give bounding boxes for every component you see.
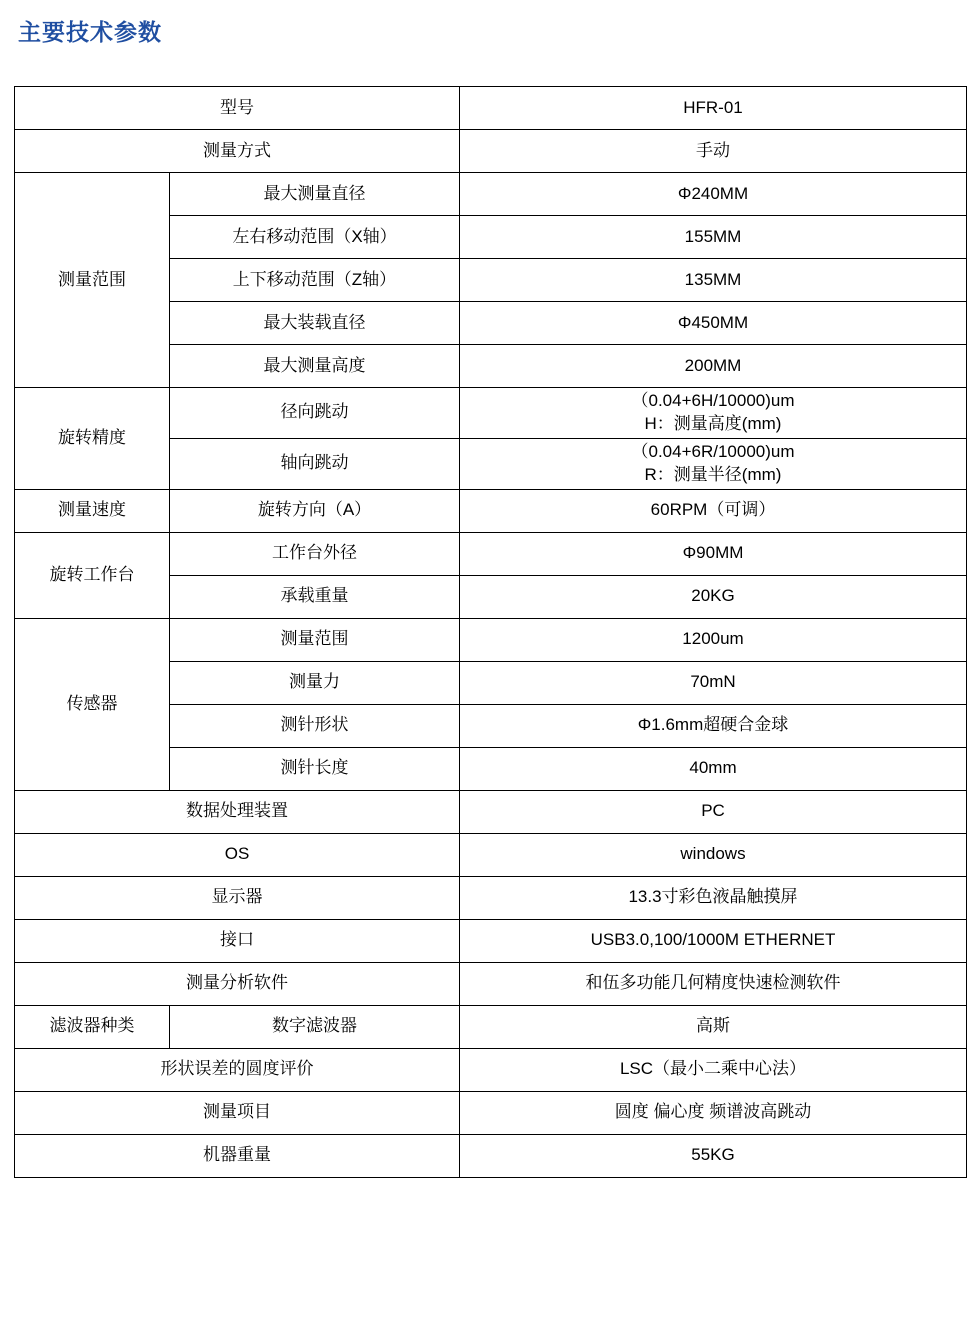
spec-label: 最大测量直径 — [170, 173, 460, 216]
spec-value: windows — [460, 833, 967, 876]
table-row — [15, 1091, 967, 1134]
spec-label: 测量分析软件 — [15, 962, 460, 1005]
table-row — [15, 962, 967, 1005]
spec-value: 圆度 偏心度 频谱波高跳动 — [460, 1091, 967, 1134]
spec-label: 机器重量 — [15, 1134, 460, 1177]
spec-group-label: 测量范围 — [15, 173, 170, 388]
table-row — [15, 833, 967, 876]
spec-label: 接口 — [15, 919, 460, 962]
table-row — [15, 1134, 967, 1177]
spec-label: 型号 — [15, 87, 460, 130]
spec-label: 工作台外径 — [170, 532, 460, 575]
spec-label: 轴向跳动 — [170, 438, 460, 489]
spec-value: 135MM — [460, 259, 967, 302]
spec-label: 数据处理装置 — [15, 790, 460, 833]
spec-label: 最大装载直径 — [170, 302, 460, 345]
table-row — [15, 388, 967, 439]
spec-value: 20KG — [460, 575, 967, 618]
spec-label: OS — [15, 833, 460, 876]
table-row — [15, 1005, 967, 1048]
spec-label: 承载重量 — [170, 575, 460, 618]
table-row — [15, 618, 967, 661]
spec-value: 1200um — [460, 618, 967, 661]
table-body — [15, 87, 967, 1178]
table-row — [15, 919, 967, 962]
table-row — [15, 790, 967, 833]
spec-label: 测量方式 — [15, 130, 460, 173]
spec-value: USB3.0,100/1000M ETHERNET — [460, 919, 967, 962]
spec-label: 形状误差的圆度评价 — [15, 1048, 460, 1091]
spec-label: 数字滤波器 — [170, 1005, 460, 1048]
spec-value: 60RPM（可调） — [460, 489, 967, 532]
spec-value: LSC（最小二乘中心法） — [460, 1048, 967, 1091]
spec-group-label: 滤波器种类 — [15, 1005, 170, 1048]
spec-value: 200MM — [460, 345, 967, 388]
spec-group-label: 旋转精度 — [15, 388, 170, 490]
spec-value: （0.04+6H/10000)um H：测量高度(mm) — [460, 388, 967, 439]
table-row — [15, 876, 967, 919]
technical-specifications-table — [14, 86, 967, 1178]
spec-value: 70mN — [460, 661, 967, 704]
spec-value: Φ1.6mm超硬合金球 — [460, 704, 967, 747]
spec-value: 手动 — [460, 130, 967, 173]
spec-label: 旋转方向（A） — [170, 489, 460, 532]
table-row — [15, 130, 967, 173]
spec-value: HFR-01 — [460, 87, 967, 130]
spec-group-label: 传感器 — [15, 618, 170, 790]
table-row — [15, 173, 967, 216]
spec-label: 左右移动范围（X轴） — [170, 216, 460, 259]
spec-label: 显示器 — [15, 876, 460, 919]
spec-value: Φ240MM — [460, 173, 967, 216]
spec-label: 测量范围 — [170, 618, 460, 661]
spec-value: （0.04+6R/10000)um R：测量半径(mm) — [460, 438, 967, 489]
spec-value: 55KG — [460, 1134, 967, 1177]
spec-value: PC — [460, 790, 967, 833]
spec-label: 径向跳动 — [170, 388, 460, 439]
spec-label: 测量力 — [170, 661, 460, 704]
spec-value: 40mm — [460, 747, 967, 790]
page-title: 主要技术参数 — [18, 19, 162, 45]
spec-value: 155MM — [460, 216, 967, 259]
spec-group-label: 测量速度 — [15, 489, 170, 532]
spec-value: Φ90MM — [460, 532, 967, 575]
table-row — [15, 87, 967, 130]
table-row — [15, 489, 967, 532]
spec-label: 测量项目 — [15, 1091, 460, 1134]
spec-label: 测针长度 — [170, 747, 460, 790]
table-row — [15, 1048, 967, 1091]
spec-label: 测针形状 — [170, 704, 460, 747]
spec-value: 高斯 — [460, 1005, 967, 1048]
spec-label: 最大测量高度 — [170, 345, 460, 388]
spec-value: 13.3寸彩色液晶触摸屏 — [460, 876, 967, 919]
spec-value: Φ450MM — [460, 302, 967, 345]
table-row — [15, 532, 967, 575]
spec-value: 和伍多功能几何精度快速检测软件 — [460, 962, 967, 1005]
spec-group-label: 旋转工作台 — [15, 532, 170, 618]
spec-label: 上下移动范围（Z轴） — [170, 259, 460, 302]
